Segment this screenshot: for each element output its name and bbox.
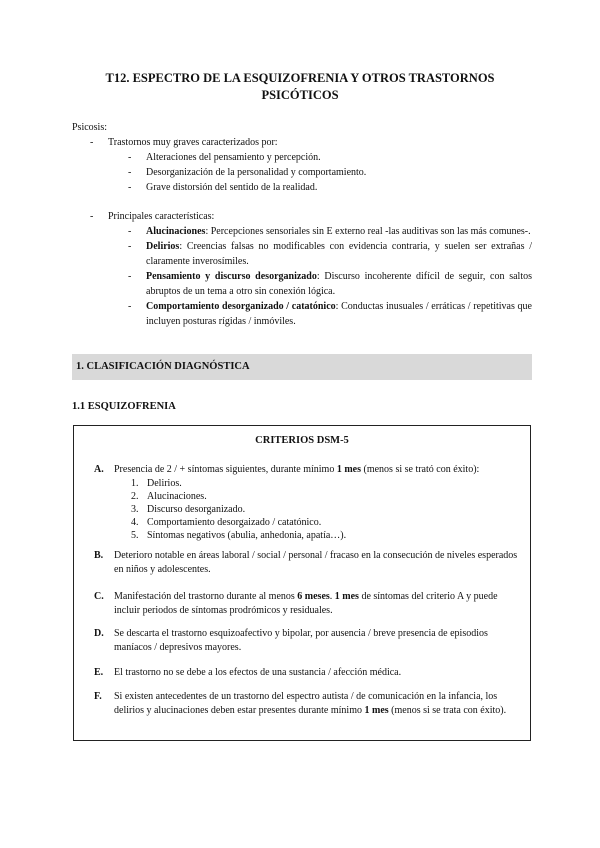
criterion-letter: C.: [94, 591, 104, 602]
bullet-trastornos: [72, 135, 532, 150]
psicosis-section: [72, 120, 532, 329]
item-text: Desorganización de la personalidad y comportamiento.: [146, 167, 367, 178]
item-number: 3.: [131, 504, 139, 515]
bullet-caracteristicas: [72, 209, 532, 224]
criterion-bold: 1 mes: [336, 464, 361, 475]
item-text: Alteraciones del pensamiento y percepción.: [146, 152, 321, 163]
item-text: Delirios.: [147, 478, 182, 489]
list-item: [131, 529, 518, 542]
criterion-letter: A.: [94, 464, 104, 475]
criterion-a: [94, 463, 518, 542]
criterion-b: [94, 549, 518, 577]
criterion-text: Si existen antecedentes de un trastorno del espectro autista / de comunicación en la infancia, los delirios y alucinaciones deben estar presentes durante mínimo: [114, 691, 498, 716]
dash: -: [128, 182, 132, 193]
criterion-text: .: [329, 591, 335, 602]
term: Comportamiento desorganizado / catatónico: [146, 301, 336, 312]
item-number: 2.: [131, 491, 139, 502]
list-item: [72, 150, 532, 165]
item-number: 5.: [131, 530, 139, 541]
criterion-text: Presencia de 2 / + síntomas siguientes, durante mínimo: [114, 464, 337, 475]
section-heading: 1. CLASIFICACIÓN DIAGNÓSTICA: [72, 354, 532, 380]
criteria-box: [73, 425, 531, 741]
list-item: [131, 516, 518, 529]
dash: -: [90, 211, 94, 222]
term: Delirios: [146, 241, 180, 252]
page-title: [60, 70, 540, 104]
dash: -: [128, 271, 132, 282]
criterion-bold: 6 meses: [297, 591, 330, 602]
criterion-letter: F.: [94, 691, 102, 702]
criterion-letter: B.: [94, 550, 104, 561]
psicosis-label: Psicosis:: [72, 122, 108, 133]
criterion-text: (menos si se trató con éxito):: [361, 464, 480, 475]
item-text: Discurso desorganizado.: [147, 504, 246, 515]
criterion-text: El trastorno no se debe a los efectos de una sustancia / afección médica.: [114, 667, 402, 678]
list-item: [131, 490, 518, 503]
criterion-text: (menos si se trata con éxito).: [388, 705, 507, 716]
list-item: [72, 180, 532, 195]
criterion-text: Manifestación del trastorno durante al menos: [114, 591, 298, 602]
desc: : Conductas inusuales / erráticas / repetitivas que incluyen posturas rígidas / inmóviles.: [146, 301, 532, 327]
criterion-e: [94, 666, 518, 680]
list-item: [72, 239, 532, 269]
desc: : Discurso incoherente difícil de seguir, con saltos abruptos de un tema a otro sin conexión lógica.: [146, 271, 533, 297]
criterion-bold: 1 mes: [364, 705, 389, 716]
criterion-letter: E.: [94, 667, 104, 678]
item-number: 4.: [131, 517, 139, 528]
term: Alucinaciones: [146, 226, 206, 237]
item-text: Alucinaciones.: [147, 491, 207, 502]
item-text: Síntomas negativos (abulia, anhedonia, apatía…).: [147, 530, 347, 541]
list-item: [72, 269, 532, 299]
dash: -: [128, 226, 132, 237]
desc: : Percepciones sensoriales sin E externo real -las auditivas son las más comunes-.: [205, 226, 531, 237]
list-item: [131, 477, 518, 490]
item-text: Comportamiento desorgaizado / catatónico.: [147, 517, 322, 528]
list-item: [72, 299, 532, 329]
desc: : Creencias falsas no modificables con evidencia contraria, y suelen ser extrañas / claramente inverosímiles.: [146, 241, 532, 267]
dash: -: [128, 152, 132, 163]
criterion-d: [94, 627, 518, 655]
list-item: [131, 503, 518, 516]
criterion-f: [94, 690, 518, 718]
criterion-bold: 1 mes: [334, 591, 359, 602]
criterion-c: [94, 590, 518, 618]
criterion-text: Deterioro notable en áreas laboral / social / personal / fracaso en la consecución de niveles esperados en niños y adolescentes.: [114, 550, 518, 575]
dash: -: [128, 167, 132, 178]
subsection-heading: 1.1 ESQUIZOFRENIA: [72, 401, 176, 412]
bullet-text: Principales características:: [108, 211, 215, 222]
dash: -: [128, 241, 132, 252]
title-line-2: PSICÓTICOS: [261, 88, 339, 102]
term: Pensamiento y discurso desorganizado: [146, 271, 317, 282]
list-item: [72, 165, 532, 180]
bullet-text: Trastornos muy graves caracterizados por:: [108, 137, 278, 148]
list-item: [72, 224, 532, 239]
criterion-text: Se descarta el trastorno esquizoafectivo y bipolar, por ausencia / breve presencia de episodios maníacos / depresivos mayores.: [114, 628, 488, 653]
item-text: Grave distorsión del sentido de la realidad.: [146, 182, 318, 193]
title-line-1: T12. ESPECTRO DE LA ESQUIZOFRENIA Y OTROS TRASTORNOS: [105, 71, 495, 85]
criterion-letter: D.: [94, 628, 104, 639]
criterion-text: de síntomas del criterio A y puede incluir periodos de síntomas prodrómicos y residuales.: [114, 591, 498, 616]
box-title: CRITERIOS DSM-5: [255, 435, 349, 446]
dash: -: [128, 301, 132, 312]
dash: -: [90, 137, 94, 148]
item-number: 1.: [131, 478, 139, 489]
